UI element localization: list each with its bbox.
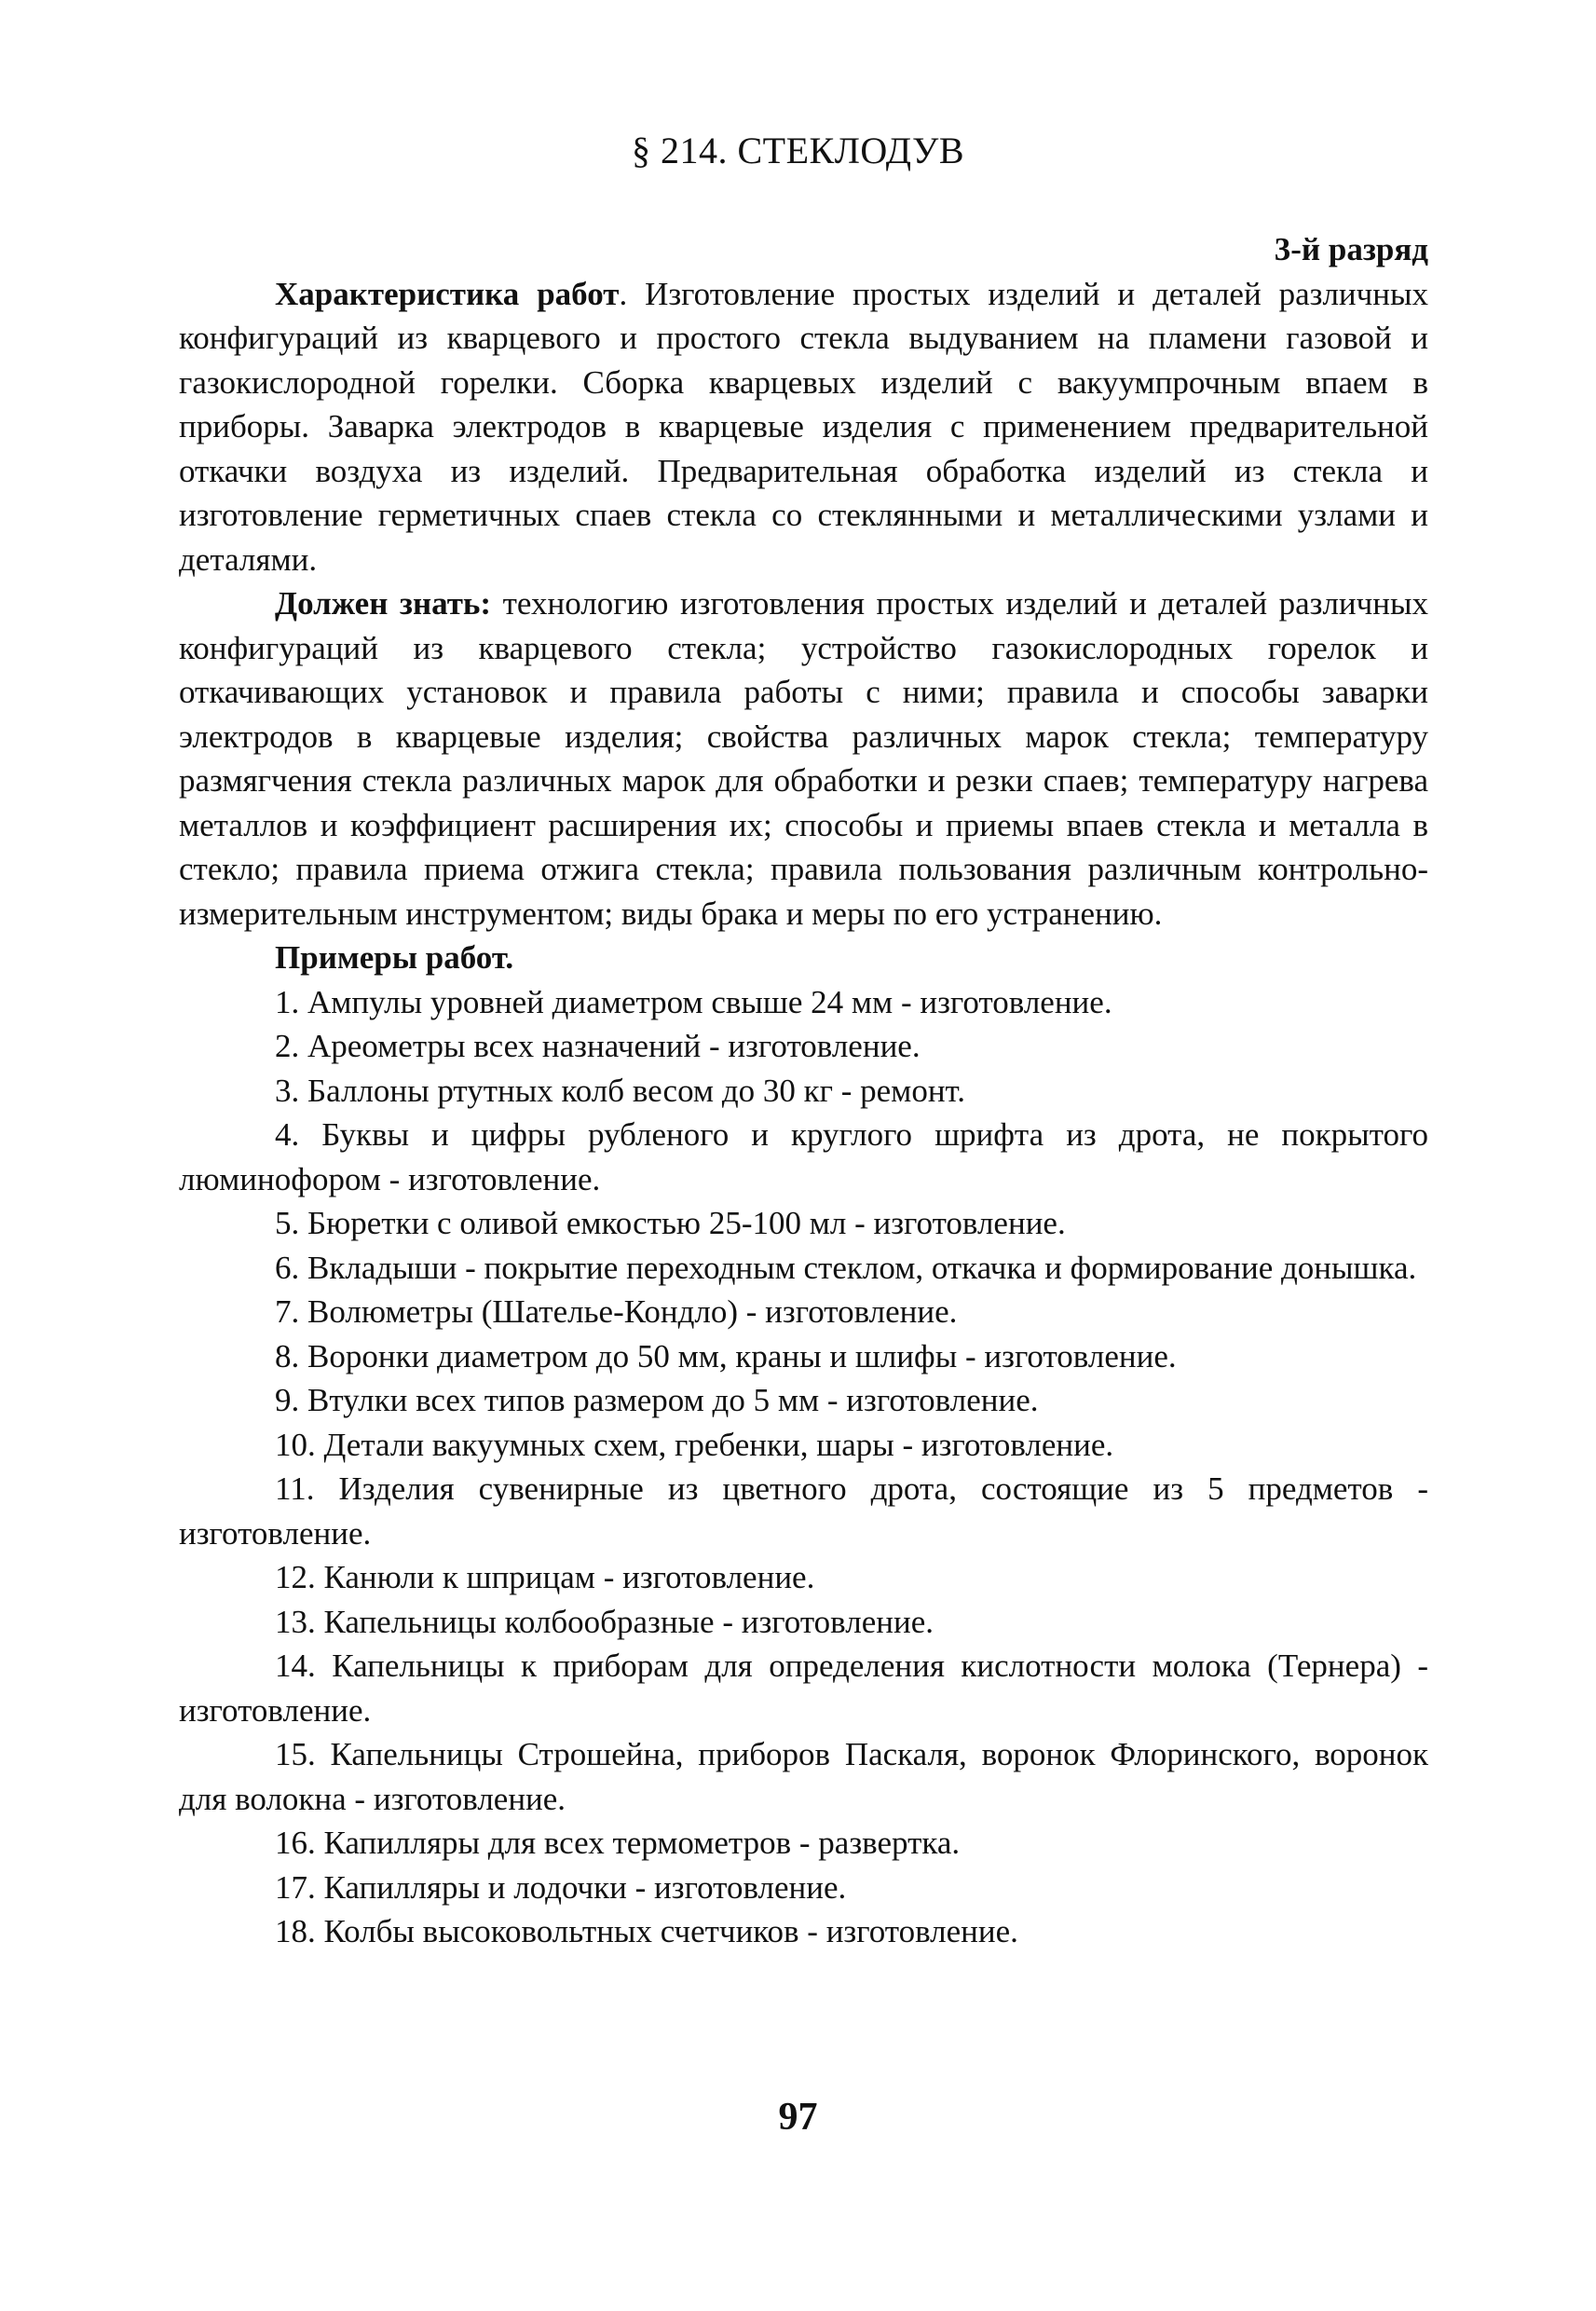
list-item: 14. Капельницы к приборам для определения кислотности молока (Тернера) - изготовление. — [179, 1648, 1428, 1729]
section-title: § 214. СТЕКЛОДУВ — [631, 130, 965, 171]
list-item: 2. Ареометры всех назначений - изготовление. — [275, 1028, 921, 1064]
list-item: 13. Капельницы колбообразные - изготовление. — [275, 1603, 934, 1640]
grade-label: 3-й разряд — [1274, 231, 1428, 267]
characteristics-text: . Изготовление простых изделий и деталей различных конфигураций из кварцевого и простого стекла выдуванием на пламени газовой и газокислородной горелки. Сборка кварцевых изделий с вакуумпрочным впаем в приборы. Заварка электродов в кварцевые изделия с применением предварительной откачки воздуха из изделий. Предварительная обработка изделий из стекла и изготовление герметичных спаев стекла со стеклянными и металлическими узлами и деталями. — [179, 275, 1429, 578]
list-item: 12. Канюли к шприцам - изготовление. — [275, 1559, 815, 1595]
list-item: 17. Капилляры и лодочки - изготовление. — [275, 1868, 847, 1906]
characteristics-paragraph — [179, 272, 1428, 582]
list-item: 6. Вкладыши - покрытие переходным стеклом, откачка и формирование донышка. — [275, 1249, 1417, 1286]
list-item: 18. Колбы высоковольтных счетчиков - изготовление. — [275, 1913, 1018, 1949]
list-item: 4. Буквы и цифры рубленого и круглого шрифта из дрота, не покрытого люминофором - изготовление. — [179, 1116, 1428, 1197]
list-item: 15. Капельницы Строшейна, приборов Паскаля, воронок Флоринского, воронок для волокна - изготовление. — [179, 1736, 1428, 1817]
list-item: 9. Втулки всех типов размером до 5 мм - изготовление. — [275, 1382, 1039, 1418]
list-item: 7. Волюметры (Шателье-Кондло) - изготовление. — [275, 1293, 958, 1330]
list-item: 1. Ампулы уровней диаметром свыше 24 мм - изготовление. — [275, 983, 1112, 1020]
list-item: 16. Капилляры для всех термометров - развертка. — [275, 1825, 961, 1861]
knowledge-paragraph — [179, 581, 1428, 936]
examples-heading: Примеры работ. — [275, 939, 514, 976]
list-item: 8. Воронки диаметром до 50 мм, краны и шлифы - изготовление. — [275, 1337, 1177, 1374]
page-number: 97 — [778, 2096, 818, 2139]
document-body — [179, 227, 1428, 1954]
knowledge-text: технологию изготовления простых изделий и деталей различных конфигураций из кварцевого стекла; устройство газокислородных горелок и откачивающих установок и правила работы с ними; правила и способы заварки электродов в кварцевые изделия; свойства различных марок стекла; температуру размягчения стекла различных марок для обработки и резки спаев; температуру нагрева металлов и коэффициент расширения их; способы и приемы впаев стекла и металла в стекло; правила приема отжига стекла; правила пользования различным контрольно-измерительным инструментом; виды брака и меры по его устранению. — [179, 585, 1428, 932]
list-item: 3. Баллоны ртутных колб весом до 30 кг - ремонт. — [275, 1072, 965, 1109]
list-item: 10. Детали вакуумных схем, гребенки, шары - изготовление. — [275, 1426, 1114, 1463]
examples-list — [179, 980, 1428, 1954]
list-item: 11. Изделия сувенирные из цветного дрота, состоящие из 5 предметов - изготовление. — [179, 1470, 1428, 1552]
knowledge-label: Должен знать: — [275, 585, 492, 622]
list-item: 5. Бюретки с оливой емкостью 25-100 мл - изготовление. — [275, 1205, 1066, 1241]
characteristics-label: Характеристика работ — [275, 275, 620, 312]
